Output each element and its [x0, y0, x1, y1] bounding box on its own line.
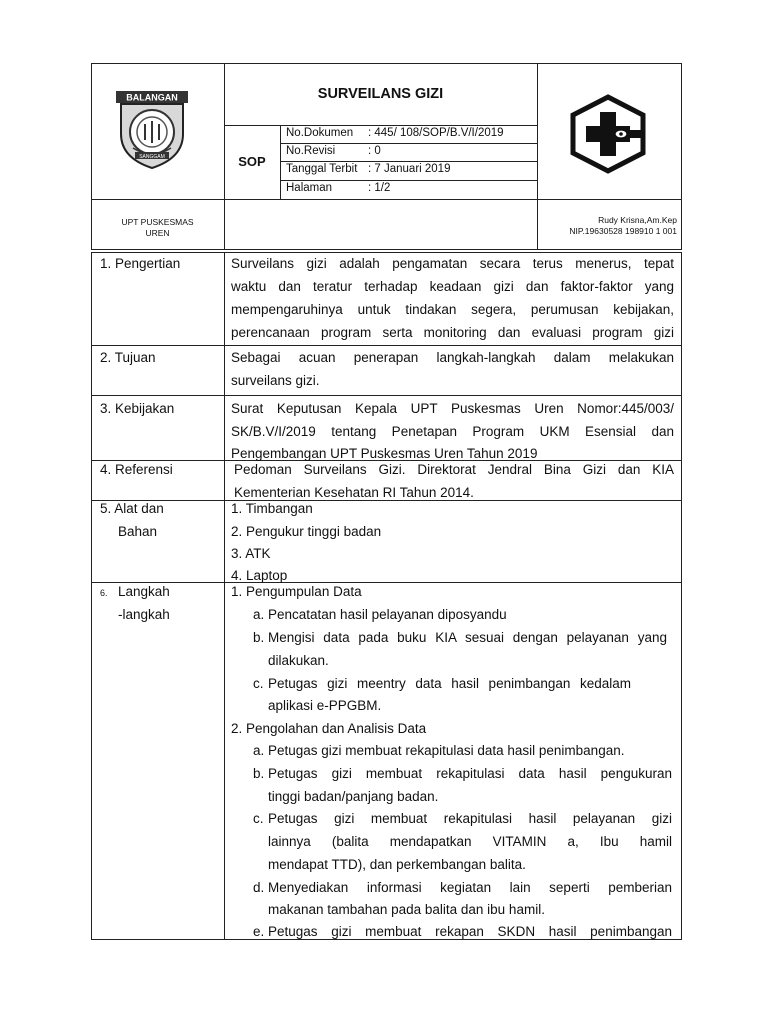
alat-item: 4. Laptop — [231, 568, 288, 583]
pengertian-line: waktu dan teratur terhadap keadaan gizi dan faktor-faktor yang — [231, 279, 674, 294]
step-text: aplikasi e-PPGBM. — [268, 698, 382, 713]
kebijakan-line: Pengembangan UPT Puskesmas Uren Tahun 2019 — [231, 446, 538, 461]
puskesmas-logo — [569, 94, 647, 174]
logo-banner-text: BALANGAN — [126, 92, 178, 103]
step-text: Pencatatan hasil pelayanan diposyandu — [268, 607, 507, 622]
section-label-bahan: Bahan — [118, 524, 158, 539]
section-label-referensi: 4. Referensi — [100, 462, 173, 477]
referensi-line: Kementerian Kesehatan RI Tahun 2014. — [234, 485, 474, 500]
meta-label-no-revisi: No.Revisi — [286, 145, 336, 157]
section-label-tujuan: 2. Tujuan — [100, 350, 156, 365]
step-marker: e. — [253, 924, 265, 939]
step-text: makanan tambahan pada balita dan ibu hamil. — [268, 902, 545, 917]
step-marker: d. — [253, 880, 265, 895]
step-text: Petugas gizi membuat rekapitulasi data hasil pengukuran — [268, 766, 672, 781]
step-marker: a. — [253, 743, 265, 758]
org-name-line1: UPT PUSKESMAS — [121, 217, 194, 227]
section-label-pengertian: 1. Pengertian — [100, 256, 181, 271]
kebijakan-line: SK/B.V/I/2019 tentang Penetapan Program UKM Esensial dan — [231, 424, 674, 439]
alat-item: 1. Timbangan — [231, 501, 313, 516]
sop-label: SOP — [238, 154, 266, 169]
step-text: dilakukan. — [268, 653, 329, 668]
document-title: SURVEILANS GIZI — [317, 86, 444, 102]
section-label-alat: 5. Alat dan — [100, 501, 164, 516]
step-heading: 1. Pengumpulan Data — [231, 584, 362, 599]
meta-label-halaman: Halaman — [286, 182, 333, 194]
kebijakan-line: Surat Keputusan Kepala UPT Puskesmas Uren Nomor:445/003/ — [231, 401, 674, 416]
step-text: Petugas gizi membuat rekapitulasi hasil pelayanan gizi — [268, 811, 672, 826]
step-text: Petugas gizi meentry data hasil penimbangan kedalam — [268, 676, 631, 691]
step-marker: c. — [253, 811, 264, 826]
meta-label-tanggal: Tanggal Terbit — [286, 163, 358, 175]
step-text: Mengisi data pada buku KIA sesuai dengan pelayanan yang — [268, 630, 667, 645]
step-text: mendapat TTD), dan perkembangan balita. — [268, 857, 526, 872]
district-logo — [111, 88, 193, 172]
tujuan-line: Sebagai acuan penerapan langkah-langkah dalam melakukan — [231, 350, 674, 365]
meta-value-no-revisi: : 0 — [368, 145, 381, 157]
section-label-langkah: Langkah — [118, 584, 170, 599]
step-text: tinggi badan/panjang badan. — [268, 789, 439, 804]
signer-nip: NIP.19630528 198910 1 001 — [569, 226, 677, 236]
meta-value-halaman: : 1/2 — [368, 182, 391, 194]
step-text: Petugas gizi membuat rekapitulasi data hasil penimbangan. — [268, 743, 625, 758]
signer-name: Rudy Krisna,Am.Kep — [598, 215, 677, 225]
step-heading: 2. Pengolahan dan Analisis Data — [231, 721, 427, 736]
tujuan-line: surveilans gizi. — [231, 373, 320, 388]
org-name-line2: UREN — [145, 228, 170, 238]
step-marker: b. — [253, 766, 265, 781]
meta-value-tanggal: : 7 Januari 2019 — [368, 163, 451, 175]
meta-label-no-dokumen: No.Dokumen — [286, 127, 354, 139]
meta-value-no-dokumen: : 445/ 108/SOP/B.V/I/2019 — [368, 127, 504, 139]
pengertian-line: mempengaruhinya untuk tindakan segera, perumusan kebijakan, — [231, 302, 674, 317]
pengertian-line: perencanaan program serta monitoring dan evaluasi program gizi — [231, 325, 674, 340]
step-text: lainnya (balita mendapatkan VITAMIN a, Ibu hamil — [268, 834, 672, 849]
pengertian-line: Surveilans gizi adalah pengamatan secara terus menerus, tepat — [231, 256, 674, 271]
section-label-kebijakan: 3. Kebijakan — [100, 401, 175, 416]
section-label-langkah-num: 6. — [100, 588, 108, 598]
referensi-line: Pedoman Surveilans Gizi. Direktorat Jendral Bina Gizi dan KIA — [234, 462, 674, 477]
alat-item: 2. Pengukur tinggi badan — [231, 524, 382, 539]
alat-item: 3. ATK — [231, 546, 271, 561]
step-text: Menyediakan informasi kegiatan lain seperti pemberian — [268, 880, 672, 895]
step-marker: a. — [253, 607, 265, 622]
step-marker: b. — [253, 630, 265, 645]
step-marker: c. — [253, 676, 264, 691]
section-label-langkah-cont: -langkah — [118, 607, 170, 622]
step-text: Petugas gizi membuat rekapan SKDN hasil penimbangan — [268, 924, 672, 939]
logo-ribbon-text: SANGGAM — [139, 154, 165, 160]
